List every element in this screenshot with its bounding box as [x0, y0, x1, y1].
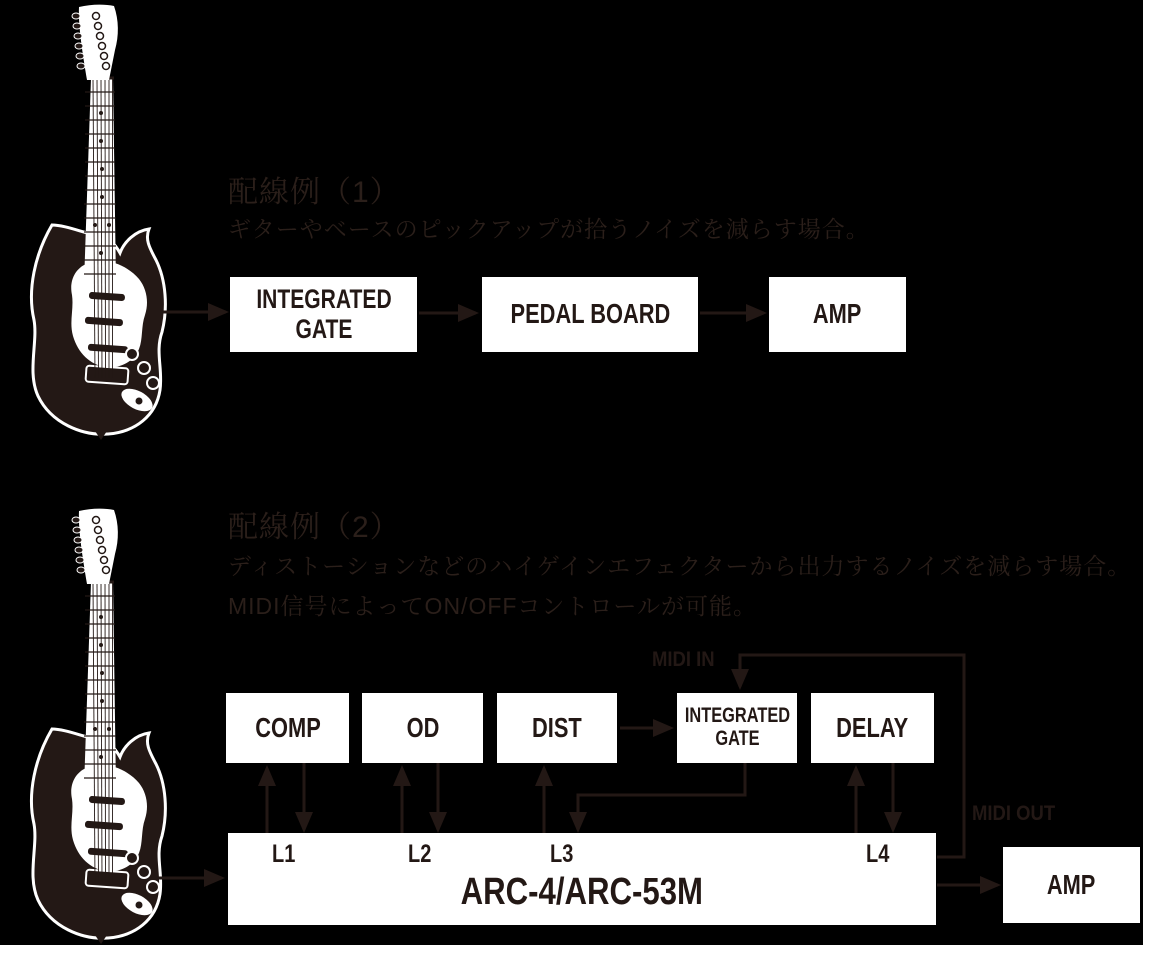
loop-label-l2: L2 — [408, 840, 432, 868]
loop-label-l3: L3 — [550, 840, 574, 868]
section2-description-line1: ディストーションなどのハイゲインエフェクターから出力するノイズを減らす場合。 — [228, 553, 1132, 579]
midi-out-label: MIDI OUT — [972, 802, 1056, 825]
section1-description: ギターやベースのピックアップが拾うノイズを減らす場合。 — [228, 216, 870, 242]
arrow-l3-return — [578, 763, 745, 830]
node-label: COMP — [254, 711, 321, 743]
node-label: AMP — [1047, 868, 1096, 900]
section1-title: 配線例（1） — [228, 176, 401, 209]
midi-in-label: MIDI IN — [652, 648, 715, 671]
loop-label-l1: L1 — [272, 840, 296, 868]
node-label: INTEGRATED GATE — [684, 704, 790, 750]
node-label: AMP — [813, 298, 862, 330]
node-label: PEDAL BOARD — [510, 298, 670, 330]
node-label: DELAY — [836, 711, 909, 743]
section2-title: 配線例（2） — [228, 511, 401, 544]
node-label: DIST — [532, 711, 582, 743]
loop-label-l4: L4 — [866, 840, 890, 868]
midi-out-to-midi-in-line — [740, 655, 964, 857]
switcher-label: ARC-4/ARC-53M — [460, 871, 704, 913]
node-label: OD — [406, 711, 439, 743]
section2-description-line2: MIDI信号によってON/OFFコントロールが可能。 — [228, 593, 757, 619]
node-label: INTEGRATED GATE — [255, 284, 392, 344]
